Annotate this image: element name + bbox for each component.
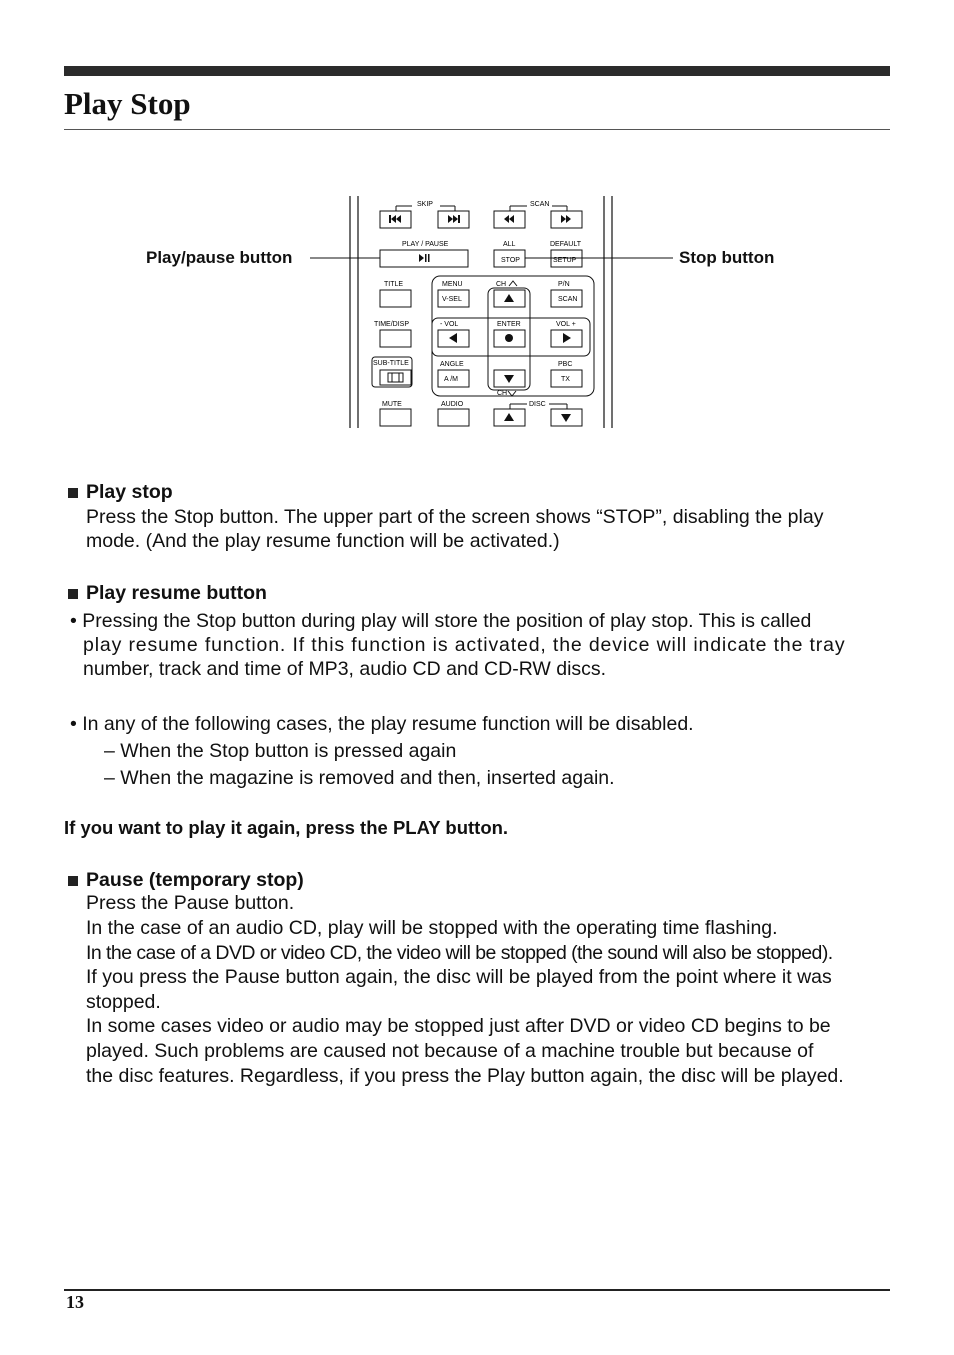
pause-line-6: In some cases video or audio may be stopped just after DVD or video CD begins to be bbox=[86, 1015, 831, 1037]
scan-key-label: SCAN bbox=[558, 296, 578, 303]
square-bullet-icon bbox=[68, 589, 78, 599]
play-stop-heading-text: Play stop bbox=[86, 481, 173, 503]
resume-bullet-1-line-2: play resume function. If this function is activated, the device will indicate the tray bbox=[83, 634, 846, 656]
title-label: TITLE bbox=[384, 281, 404, 288]
pbc-label: PBC bbox=[558, 361, 573, 368]
pause-line-1: Press the Pause button. bbox=[86, 892, 295, 914]
pause-line-7: played. Such problems are caused not because of a machine trouble but because of bbox=[86, 1040, 814, 1062]
play-stop-line-2: mode. (And the play resume function will be activated.) bbox=[86, 530, 560, 552]
play-pause-label: PLAY / PAUSE bbox=[402, 241, 449, 248]
square-bullet-icon bbox=[68, 876, 78, 886]
footer-rule bbox=[64, 1289, 890, 1291]
subtitle-button[interactable] bbox=[380, 370, 411, 385]
audio-button[interactable] bbox=[438, 409, 469, 426]
disc-label: DISC bbox=[529, 401, 546, 408]
am-key-label: A /M bbox=[444, 376, 459, 383]
ch-label: CH bbox=[496, 281, 507, 288]
time-disp-label: TIME/DISP bbox=[374, 321, 410, 328]
play-stop-line-1: Press the Stop button. The upper part of the screen shows “STOP”, disabling the play bbox=[86, 506, 824, 528]
default-label: DEFAULT bbox=[550, 241, 581, 248]
remote-diagram bbox=[0, 0, 954, 440]
square-bullet-icon bbox=[68, 488, 78, 498]
play-resume-heading-text: Play resume button bbox=[86, 582, 267, 604]
angle-label: ANGLE bbox=[440, 361, 464, 368]
ch-down-label: CH bbox=[497, 390, 508, 397]
pause-heading-text: Pause (temporary stop) bbox=[86, 869, 304, 891]
time-disp-button[interactable] bbox=[380, 330, 411, 347]
scan-label: SCAN bbox=[530, 201, 550, 208]
enter-dot-icon bbox=[505, 334, 513, 342]
mute-label: MUTE bbox=[382, 401, 402, 408]
resume-dash-1: – When the Stop button is pressed again bbox=[104, 740, 457, 762]
pause-line-5: stopped. bbox=[86, 991, 161, 1013]
play-again-note: If you want to play it again, press the PLAY button. bbox=[64, 817, 509, 838]
pn-label: P/N bbox=[558, 281, 570, 288]
stop-key-label: STOP bbox=[501, 257, 520, 264]
play-resume-heading bbox=[68, 582, 267, 605]
ch-down-caret-icon bbox=[508, 391, 516, 396]
resume-bullet-1-line-1: • Pressing the Stop button during play will store the position of play stop. This is called bbox=[70, 610, 812, 632]
pause-heading bbox=[68, 869, 304, 892]
vol-minus-label: - VOL bbox=[440, 321, 459, 328]
title-button[interactable] bbox=[380, 290, 411, 307]
play-stop-heading bbox=[68, 481, 173, 504]
menu-label: MENU bbox=[442, 281, 463, 288]
skip-label: SKIP bbox=[417, 201, 433, 208]
pause-line-8: the disc features. Regardless, if you press the Play button again, the disc will be played. bbox=[86, 1065, 844, 1087]
vol-plus-label: VOL + bbox=[556, 321, 576, 328]
pause-line-4: If you press the Pause button again, the disc will be played from the point where it was bbox=[86, 966, 832, 988]
remote-control-figure bbox=[0, 0, 954, 445]
setup-key-label: SETUP bbox=[553, 257, 577, 264]
play-pause-button[interactable] bbox=[380, 250, 468, 267]
page-title: Play Stop bbox=[64, 86, 191, 121]
resume-bullet-1-line-3: number, track and time of MP3, audio CD and CD-RW discs. bbox=[83, 658, 607, 680]
audio-label: AUDIO bbox=[441, 401, 464, 408]
ch-up-caret-icon bbox=[509, 281, 517, 286]
page-number: 13 bbox=[66, 1292, 84, 1312]
vsel-key-label: V-SEL bbox=[442, 296, 462, 303]
enter-label: ENTER bbox=[497, 321, 521, 328]
all-label: ALL bbox=[503, 241, 516, 248]
tx-key-label: TX bbox=[561, 376, 570, 383]
stop-callout: Stop button bbox=[679, 248, 775, 267]
resume-dash-2: – When the magazine is removed and then, inserted again. bbox=[104, 767, 615, 789]
pause-line-3: In the case of a DVD or video CD, the video will be stopped (the sound will also be stopped). bbox=[86, 942, 833, 964]
pause-line-2: In the case of an audio CD, play will be stopped with the operating time flashing. bbox=[86, 917, 778, 939]
sub-title-label: SUB-TITLE bbox=[373, 360, 409, 367]
resume-bullet-2: • In any of the following cases, the play resume function will be disabled. bbox=[70, 713, 694, 735]
play-pause-callout: Play/pause button bbox=[146, 248, 293, 267]
rewind-button[interactable] bbox=[494, 211, 525, 228]
mute-button[interactable] bbox=[380, 409, 411, 426]
